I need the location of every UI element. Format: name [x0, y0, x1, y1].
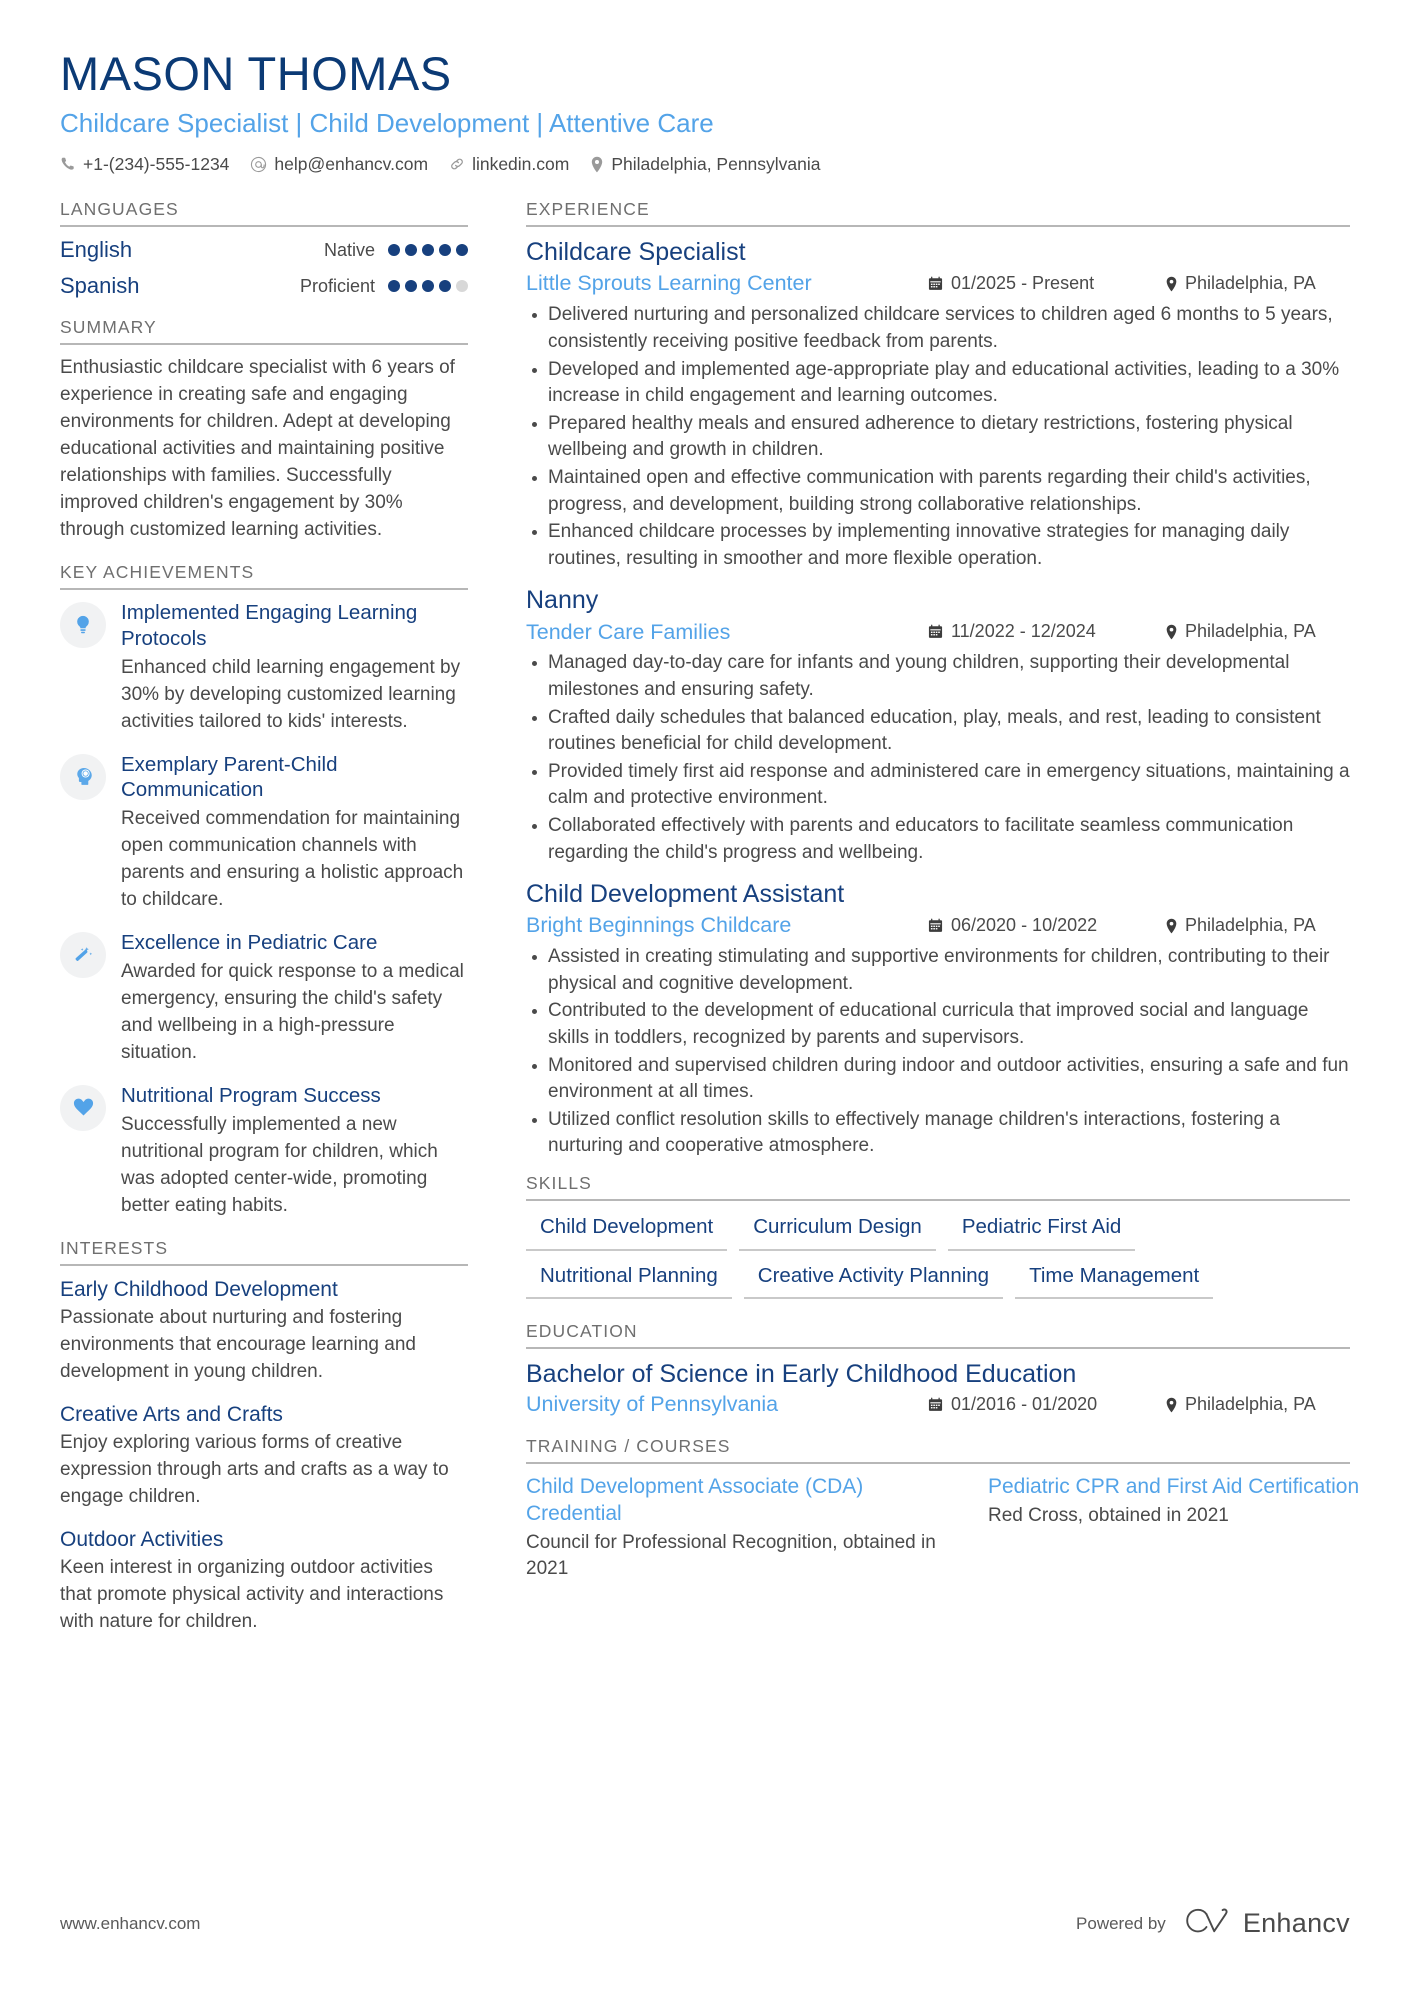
achievement-icon-wrap [60, 1085, 106, 1131]
section-divider [60, 1264, 468, 1266]
section-title-summary: SUMMARY [60, 317, 157, 338]
education-location [1165, 1394, 1350, 1415]
language-level: Native [323, 239, 375, 260]
language-rating [300, 276, 468, 297]
course-subtitle: Council for Professional Recognition, obtained in 2021 [526, 1531, 936, 1580]
language-rating [324, 240, 468, 261]
section-title-achievements: KEY ACHIEVEMENTS [60, 562, 255, 582]
job-bullet: Enhanced childcare processes by implementing innovative strategies for managing daily routines, resulting in smoother and more flexible operation. [526, 519, 1350, 572]
job-bullet: Contributed to the development of educational curricula that improved social and language skills in toddlers, recognized by parents and supervisors. [526, 998, 1350, 1051]
job-bullet: Managed day-to-day care for infants and young children, supporting their developmental milestones and ensuring safety. [526, 650, 1350, 703]
language-item [60, 237, 468, 263]
job-dates-text: 01/2025 - Present [951, 273, 1095, 294]
job-location-text: Philadelphia, PA [1185, 621, 1316, 642]
interest-item [60, 1526, 468, 1636]
achievement-body [121, 600, 468, 736]
section-title-education: EDUCATION [526, 1321, 638, 1342]
section-title-training: TRAINING / COURSES [526, 1436, 731, 1457]
language-name: Spanish [60, 273, 140, 299]
achievement-title: Excellence in Pediatric Care [121, 931, 378, 955]
job-bullet: Prepared healthy meals and ensured adherence to dietary restrictions, fostering physical wellbeing and growth in children. [526, 411, 1350, 464]
resume-header [60, 48, 1350, 177]
achievement-title: Implemented Engaging Learning Protocols [121, 601, 418, 650]
job-bullet: Monitored and supervised children during indoor and outdoor activities, ensuring a safe and fun environment at all times. [526, 1053, 1350, 1106]
achievement-item [60, 930, 468, 1067]
job-bullet: Collaborated effectively with parents and educators to facilitate seamless communication regarding the child's progress and wellbeing. [526, 813, 1350, 866]
job-location-text: Philadelphia, PA [1185, 273, 1316, 294]
section-languages [60, 199, 468, 299]
candidate-name: MASON THOMAS [60, 47, 452, 100]
experience-item [526, 585, 1350, 866]
candidate-headline: Childcare Specialist | Child Development | Attentive Care [60, 107, 714, 138]
achievement-item [60, 1083, 468, 1220]
heart-icon [72, 1096, 95, 1119]
language-dots [388, 244, 468, 256]
head-communication-icon [72, 765, 95, 788]
achievement-icon-wrap [60, 754, 106, 800]
section-title-interests: INTERESTS [60, 1237, 169, 1258]
job-bullet: Developed and implemented age-appropriate play and educational activities, leading to a 30% increase in child engagement and learning outcomes. [526, 357, 1350, 410]
contact-link[interactable] [449, 153, 570, 174]
job-role: Child Development Assistant [526, 880, 845, 909]
section-achievements [60, 562, 468, 1220]
contact-location-text: Philadelphia, Pennsylvania [611, 153, 821, 174]
language-name: English [60, 237, 133, 263]
location-pin-icon [590, 156, 604, 173]
course-item [988, 1474, 1408, 1583]
skill-tag: Pediatric First Aid [948, 1211, 1136, 1251]
contact-row [60, 153, 1350, 174]
section-divider [60, 588, 468, 590]
enhancv-mark-icon [1184, 1907, 1232, 1940]
skill-tag: Time Management [1015, 1260, 1213, 1300]
section-interests [60, 1238, 468, 1637]
contact-phone[interactable] [60, 153, 230, 174]
job-location [1165, 273, 1350, 294]
education-dates [928, 1394, 1165, 1415]
section-experience [526, 199, 1350, 1160]
calendar-icon [928, 624, 943, 639]
achievement-desc: Received commendation for maintaining open communication channels with parents and ensuring a holistic approach to childcare. [121, 808, 464, 911]
section-divider [526, 225, 1350, 227]
job-bullet: Provided timely first aid response and administered care in emergency situations, maintaining a calm and protective environment. [526, 759, 1350, 812]
job-bullet: Delivered nurturing and personalized childcare services to children aged 6 months to 5 years, consistently receiving positive feedback from parents. [526, 302, 1350, 355]
contact-email-text: help@enhancv.com [274, 153, 429, 174]
course-title: Child Development Associate (CDA) Credential [526, 1475, 864, 1525]
job-dates-text: 06/2020 - 10/2022 [951, 915, 1098, 936]
language-level: Proficient [299, 275, 375, 296]
section-education [526, 1321, 1350, 1418]
achievement-icon-wrap [60, 602, 106, 648]
job-bullet: Maintained open and effective communication with parents regarding their child's activities, progress, and development, building strong collaborative relationships. [526, 465, 1350, 518]
job-role: Nanny [526, 586, 599, 615]
phone-icon [60, 156, 76, 172]
skill-tag: Nutritional Planning [526, 1260, 732, 1300]
education-school: University of Pennsylvania [526, 1392, 779, 1417]
job-company: Bright Beginnings Childcare [526, 913, 792, 938]
section-divider [526, 1462, 1350, 1464]
section-divider [526, 1347, 1350, 1349]
achievement-item [60, 600, 468, 736]
achievement-title: Exemplary Parent-Child Communication [121, 752, 338, 802]
contact-email[interactable] [250, 153, 429, 174]
interest-item [60, 1276, 468, 1386]
job-location [1165, 621, 1350, 642]
contact-location [590, 153, 821, 174]
job-location [1165, 915, 1350, 936]
job-meta [526, 270, 1350, 297]
lightbulb-icon [72, 614, 94, 636]
section-title-languages: LANGUAGES [60, 199, 179, 220]
education-dates-text: 01/2016 - 01/2020 [951, 1394, 1098, 1415]
section-divider [60, 343, 468, 345]
location-pin-icon [1165, 918, 1178, 934]
skill-tag: Creative Activity Planning [744, 1260, 1003, 1300]
main-column [526, 199, 1360, 1587]
course-subtitle: Red Cross, obtained in 2021 [988, 1505, 1229, 1526]
job-dates [928, 915, 1165, 936]
contact-phone-text: +1-(234)-555-1234 [83, 153, 230, 174]
page-footer [60, 1907, 1350, 1940]
achievement-desc: Enhanced child learning engagement by 30% by developing customized learning activities tailored to kids' interests. [121, 656, 461, 732]
skill-tag: Child Development [526, 1211, 727, 1251]
courses-list [526, 1474, 1360, 1583]
job-bullets [526, 302, 1350, 572]
achievement-desc: Awarded for quick response to a medical emergency, ensuring the child's safety and wellbeing in a high-pressure situation. [121, 960, 464, 1063]
job-bullet: Assisted in creating stimulating and supportive environments for children, contributing to their physical and cognitive development. [526, 944, 1350, 997]
job-company: Tender Care Families [526, 619, 731, 644]
achievement-body [121, 1083, 468, 1220]
section-training [526, 1436, 1360, 1583]
interest-desc: Enjoy exploring various forms of creative expression through arts and crafts as a way to engage children. [60, 1432, 449, 1507]
job-bullets [526, 944, 1350, 1160]
sidebar-column [60, 199, 468, 1651]
calendar-icon [928, 276, 943, 291]
achievement-item [60, 752, 468, 915]
magic-wand-icon [72, 944, 95, 967]
section-skills [526, 1173, 1350, 1299]
language-item [60, 273, 468, 299]
language-dots [388, 280, 468, 292]
achievement-title: Nutritional Program Success [121, 1083, 381, 1107]
interest-desc: Passionate about nurturing and fostering environments that encourage learning and development in young children. [60, 1306, 416, 1382]
summary-text: Enthusiastic childcare specialist with 6 years of experience in creating safe and engaging environments for children. Adept at developing educational activities and maintaining positive relationships with families. Successfully improved children's engagement by 30% through customized learning activities. [60, 357, 455, 541]
achievement-desc: Successfully implemented a new nutritional program for children, which was adopted center-wide, promoting better eating habits. [121, 1113, 438, 1216]
location-pin-icon [1165, 276, 1178, 292]
interest-item [60, 1401, 468, 1511]
education-item [526, 1359, 1350, 1418]
job-role: Childcare Specialist [526, 238, 746, 267]
calendar-icon [928, 918, 943, 933]
achievement-icon-wrap [60, 932, 106, 978]
interest-title: Creative Arts and Crafts [60, 1402, 283, 1426]
section-title-skills: SKILLS [526, 1173, 592, 1194]
experience-item [526, 237, 1350, 572]
calendar-icon [928, 1397, 943, 1412]
email-icon [250, 156, 267, 173]
interest-title: Early Childhood Development [60, 1277, 338, 1301]
job-dates-text: 11/2022 - 12/2024 [951, 621, 1096, 642]
job-meta [526, 619, 1350, 646]
section-title-experience: EXPERIENCE [526, 199, 650, 220]
section-divider [60, 225, 468, 227]
section-divider [526, 1199, 1350, 1201]
course-item [526, 1474, 946, 1583]
job-location-text: Philadelphia, PA [1185, 915, 1316, 936]
contact-link-text: linkedin.com [472, 153, 570, 174]
job-bullet: Utilized conflict resolution skills to effectively manage children's interactions, fostering a nurturing and cooperative atmosphere. [526, 1107, 1350, 1160]
course-title: Pediatric CPR and First Aid Certification [988, 1475, 1360, 1499]
interest-title: Outdoor Activities [60, 1527, 224, 1551]
footer-website[interactable]: www.enhancv.com [60, 1913, 201, 1933]
powered-by-label: Powered by [1076, 1913, 1166, 1933]
education-degree: Bachelor of Science in Early Childhood Education [526, 1360, 1077, 1389]
education-meta [526, 1391, 1350, 1418]
experience-item [526, 879, 1350, 1160]
location-pin-icon [1165, 624, 1178, 640]
education-location-text: Philadelphia, PA [1185, 1394, 1316, 1415]
footer-branding [1076, 1907, 1350, 1940]
job-company: Little Sprouts Learning Center [526, 271, 812, 296]
achievement-body [121, 752, 468, 915]
job-bullets [526, 650, 1350, 866]
achievement-body [121, 930, 468, 1067]
location-pin-icon [1165, 1397, 1178, 1413]
enhancv-logo [1184, 1907, 1350, 1940]
interest-desc: Keen interest in organizing outdoor activities that promote physical activity and interactions with nature for children. [60, 1557, 444, 1633]
job-meta [526, 912, 1350, 939]
link-icon [449, 156, 465, 172]
skills-list [526, 1211, 1350, 1299]
job-dates [928, 273, 1165, 294]
enhancv-wordmark: Enhancv [1242, 1908, 1350, 1938]
section-summary [60, 317, 468, 544]
job-bullet: Crafted daily schedules that balanced education, play, meals, and rest, leading to consistent routines beneficial for child development. [526, 705, 1350, 758]
skill-tag: Curriculum Design [739, 1211, 936, 1251]
resume-columns [60, 199, 1360, 1651]
job-dates [928, 621, 1165, 642]
